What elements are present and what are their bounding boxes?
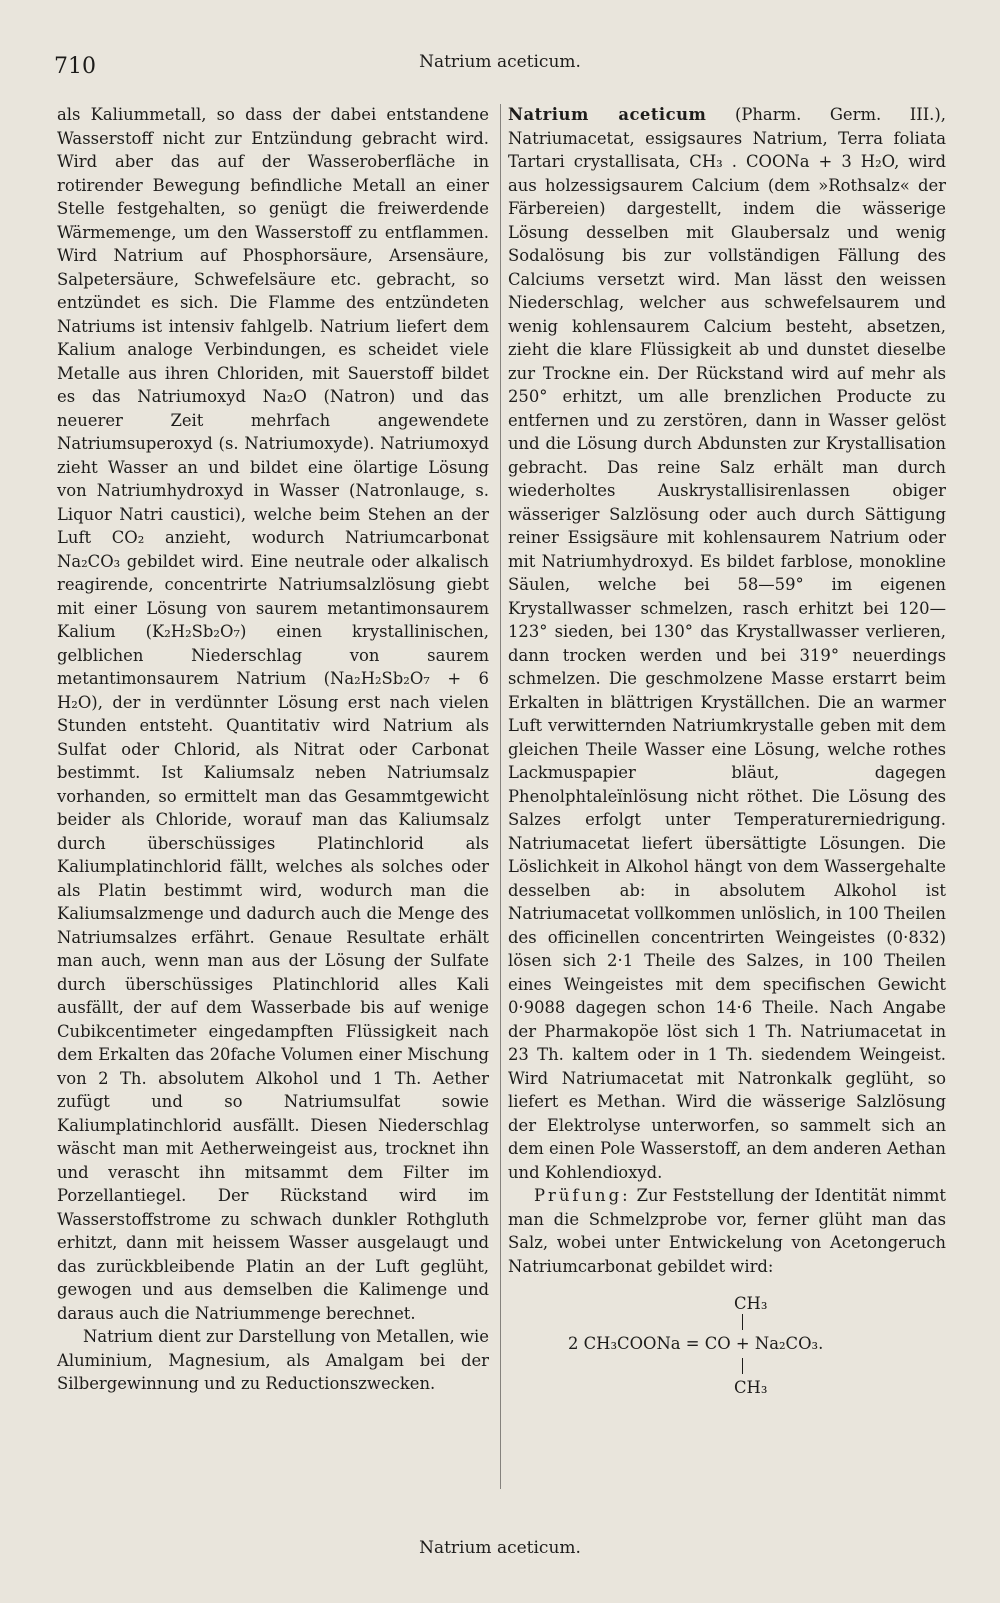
formula-bond-bottom	[742, 1358, 743, 1374]
right-paragraph-2	[508, 1184, 946, 1278]
page-header	[52, 52, 948, 84]
entry-term: Natrium aceticum	[508, 105, 707, 124]
left-column	[57, 103, 489, 1396]
chemical-formula	[508, 1292, 946, 1400]
left-paragraph-1: als Kaliummetall, so dass der dabei entstandene Wasserstoff nicht zur Entzündung gebracht wird. Wird aber das auf der Wasseroberfläche in rotirender Bewegung befindliche Metall an einer Stelle festgehalten, so genügt die freiwerdende Wärmemenge, um den Wasserstoff zu entflammen. Wird Natrium auf Phosphorsäure, Arsensäure, Salpetersäure, Schwefelsäure etc. gebracht, so entzündet es sich. Die Flamme des entzündeten Natriums ist intensiv fahlgelb. Natrium liefert dem Kalium analoge Verbindungen, es scheidet viele Metalle aus ihren Chloriden, mit Sauerstoff bildet es das Natriumoxyd Na₂O (Natron) und das neuerer Zeit mehrfach angewendete Natriumsuperoxyd (s. Natriumoxyde). Natriumoxyd zieht Wasser an und bildet eine ölartige Lösung von Natriumhydroxyd in Wasser (Natronlauge, s. Liquor Natri caustici), welche beim Stehen an der Luft CO₂ anzieht, wodurch Natriumcarbonat Na₂CO₃ gebildet wird. Eine neutrale oder alkalisch reagirende, concentrirte Natriumsalzlösung giebt mit einer Lösung von saurem metantimonsaurem Kalium (K₂H₂Sb₂O₇) einen krystallinischen, gelblichen Niederschlag von saurem metantimonsaurem Natrium (Na₂H₂Sb₂O₇ + 6 H₂O), der in verdünnter Lösung erst nach vielen Stunden entsteht. Quantitativ wird Natrium als Sulfat oder Chlorid, als Nitrat oder Carbonat bestimmt. Ist Kaliumsalz neben Natriumsalz vorhanden, so ermittelt man das Gesammtgewicht beider als Chloride, worauf man das Kaliumsalz durch überschüssiges Platinchlorid als Kaliumplatinchlorid fällt, welches als solches oder als Platin bestimmt wird, wodurch man die Kaliumsalzmenge und dadurch auch die Menge des Natriumsalzes erfährt. Genaue Resultate erhält man auch, wenn man aus der Lösung der Sulfate durch überschüssiges Platinchlorid alles Kali ausfällt, der auf dem Wasserbade bis auf wenige Cubikcentimeter eingedampften Flüssigkeit nach dem Erkalten das 20fache Volumen einer Mischung von 2 Th. absolutem Alkohol und 1 Th. Aether zufügt und so Natriumsulfat sowie Kaliumplatinchlorid ausfällt. Diesen Niederschlag wäscht man mit Aetherweingeist aus, trocknet ihn und verascht ihn mitsammt dem Filter im Porzellantiegel. Der Rückstand wird im Wasserstoffstrome zu schwach dunkler Rothgluth erhitzt, dann mit heissem Wasser ausgelaugt und das zurückbleibende Platin an der Luft geglüht, gewogen und aus demselben die Kalimenge und daraus auch die Natriummenge berechnet.	[57, 105, 489, 1323]
running-title: Natrium aceticum.	[419, 52, 581, 72]
formula-bond-top	[742, 1314, 743, 1330]
page-footer: Natrium aceticum.	[419, 1538, 581, 1558]
right-column	[508, 103, 946, 1400]
page-number: 710	[54, 54, 96, 79]
formula-main-line: 2 CH₃COONa = CO + Na₂CO₃.	[568, 1334, 824, 1353]
formula-bottom-group: CH₃	[734, 1378, 768, 1397]
right-paragraph-1	[508, 103, 946, 1184]
column-divider	[500, 104, 501, 1489]
pruefung-text: Zur Feststellung der Identität nimmt man die Schmelzprobe vor, ferner glüht man das Salz, wobei unter Entwickelung von Acetongeruch Natriumcarbonat gebildet wird:	[508, 1186, 946, 1276]
formula-top-group: CH₃	[734, 1294, 768, 1313]
left-paragraph-2: Natrium dient zur Darstellung von Metallen, wie Aluminium, Magnesium, als Amalgam bei der Silbergewinnung und zu Reductionszwecken.	[57, 1327, 489, 1393]
pruefung-label: Prüfung:	[534, 1186, 631, 1205]
entry-text: (Pharm. Germ. III.), Natriumacetat, essigsaures Natrium, Terra foliata Tartari crystallisata, CH₃ . COONa + 3 H₂O, wird aus holzessigsaurem Calcium (dem »Rothsalz« der Färbereien) dargestellt, indem die wässerige Lösung desselben mit Glaubersalz und wenig Sodalösung bis zur vollständigen Fällung des Calciums versetzt wird. Man lässt den weissen Niederschlag, welcher aus schwefelsaurem und wenig kohlensaurem Calcium besteht, absetzen, zieht die klare Flüssigkeit ab und dunstet dieselbe zur Trockne ein. Der Rückstand wird auf mehr als 250° erhitzt, um alle brenzlichen Producte zu entfernen und zu zerstören, dann in Wasser gelöst und die Lösung durch Abdunsten zur Krystallisation gebracht. Das reine Salz erhält man durch wiederholtes Auskrystallisirenlassen obiger wässeriger Salzlösung oder auch durch Sättigung reiner Essigsäure mit kohlensaurem Natrium oder mit Natriumhydroxyd. Es bildet farblose, monokline Säulen, welche bei 58—59° im eigenen Krystallwasser schmelzen, rasch erhitzt bei 120—123° sieden, bei 130° das Krystallwasser verlieren, dann trocken werden und bei 319° neuerdings schmelzen. Die geschmolzene Masse erstarrt beim Erkalten in blättrigen Kryställchen. Die an warmer Luft verwitternden Natriumkrystalle geben mit dem gleichen Theile Wasser eine Lösung, welche rothes Lackmuspapier bläut, dagegen Phenolphtaleïnlösung nicht röthet. Die Lösung des Salzes erfolgt unter Temperaturerniedrigung. Natriumacetat liefert übersättigte Lösungen. Die Löslichkeit in Alkohol hängt von dem Wassergehalte desselben ab: in absolutem Alkohol ist Natriumacetat vollkommen unlöslich, in 100 Theilen des officinellen concentrirten Weingeistes (0·832) lösen sich 2·1 Theile des Salzes, in 100 Theilen eines Weingeistes mit dem specifischen Gewicht 0·9088 dagegen schon 14·6 Theile. Nach Angabe der Pharmakopöe löst sich 1 Th. Natriumacetat in 23 Th. kaltem oder in 1 Th. siedendem Weingeist. Wird Natriumacetat mit Natronkalk geglüht, so liefert es Methan. Wird die wässerige Salzlösung der Elektrolyse unterworfen, so sammelt sich an dem einen Pole Wasserstoff, an dem anderen Aethan und Kohlendioxyd.	[508, 105, 946, 1182]
